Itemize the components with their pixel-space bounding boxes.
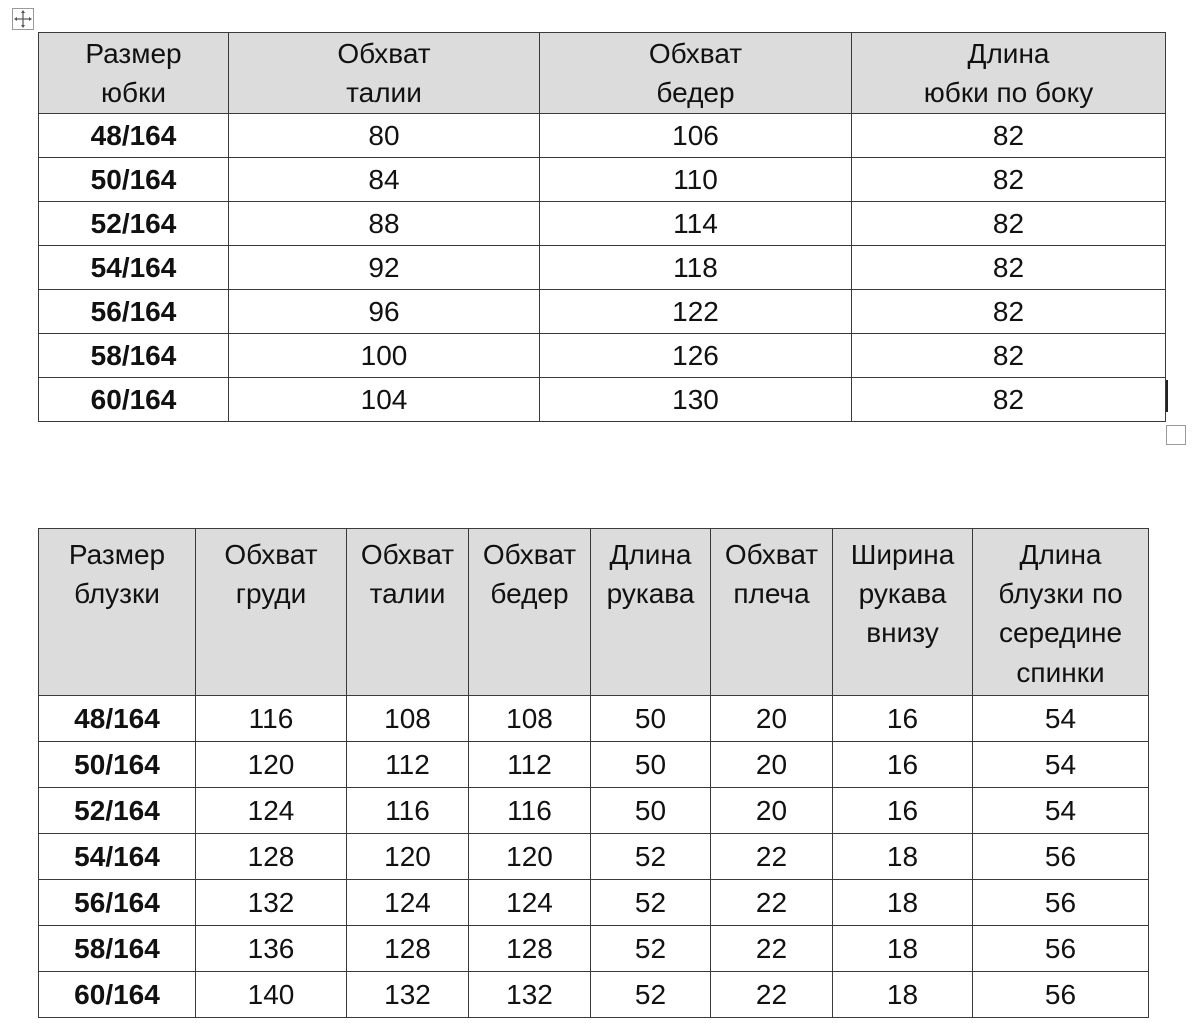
measurement-cell: 126 xyxy=(540,334,852,378)
size-cell: 50/164 xyxy=(39,742,196,788)
size-cell: 54/164 xyxy=(39,246,229,290)
table-row xyxy=(39,158,1166,202)
size-cell: 54/164 xyxy=(39,834,196,880)
table-header-row xyxy=(39,529,1149,696)
measurement-cell: 132 xyxy=(347,972,469,1018)
measurement-cell: 52 xyxy=(591,926,711,972)
measurement-cell: 96 xyxy=(229,290,540,334)
measurement-cell: 22 xyxy=(711,834,833,880)
size-cell: 48/164 xyxy=(39,696,196,742)
table-row xyxy=(39,114,1166,158)
table-row xyxy=(39,926,1149,972)
header-skirt-length: Длина юбки по боку xyxy=(852,33,1166,114)
size-cell: 52/164 xyxy=(39,202,229,246)
measurement-cell: 54 xyxy=(973,742,1149,788)
measurement-cell: 128 xyxy=(196,834,347,880)
measurement-cell: 82 xyxy=(852,158,1166,202)
measurement-cell: 50 xyxy=(591,788,711,834)
header-waist: Обхват талии xyxy=(229,33,540,114)
measurement-cell: 132 xyxy=(469,972,591,1018)
measurement-cell: 52 xyxy=(591,880,711,926)
measurement-cell: 100 xyxy=(229,334,540,378)
table-row xyxy=(39,696,1149,742)
measurement-cell: 116 xyxy=(347,788,469,834)
header-shoulder: Обхват плеча xyxy=(711,529,833,696)
measurement-cell: 108 xyxy=(347,696,469,742)
measurement-cell: 118 xyxy=(540,246,852,290)
skirt-size-table xyxy=(38,32,1166,422)
measurement-cell: 22 xyxy=(711,880,833,926)
text-cursor xyxy=(1166,380,1168,412)
measurement-cell: 112 xyxy=(469,742,591,788)
measurement-cell: 20 xyxy=(711,742,833,788)
table-row xyxy=(39,378,1166,422)
measurement-cell: 128 xyxy=(469,926,591,972)
measurement-cell: 88 xyxy=(229,202,540,246)
measurement-cell: 140 xyxy=(196,972,347,1018)
measurement-cell: 120 xyxy=(196,742,347,788)
table-row xyxy=(39,834,1149,880)
measurement-cell: 124 xyxy=(469,880,591,926)
measurement-cell: 104 xyxy=(229,378,540,422)
measurement-cell: 56 xyxy=(973,926,1149,972)
measurement-cell: 82 xyxy=(852,114,1166,158)
table-row xyxy=(39,334,1166,378)
measurement-cell: 18 xyxy=(833,880,973,926)
measurement-cell: 116 xyxy=(196,696,347,742)
header-hips: Обхват бедер xyxy=(540,33,852,114)
measurement-cell: 22 xyxy=(711,972,833,1018)
measurement-cell: 122 xyxy=(540,290,852,334)
measurement-cell: 82 xyxy=(852,378,1166,422)
measurement-cell: 114 xyxy=(540,202,852,246)
measurement-cell: 128 xyxy=(347,926,469,972)
header-blouse-length: Длина блузки по середине спинки xyxy=(973,529,1149,696)
measurement-cell: 82 xyxy=(852,290,1166,334)
measurement-cell: 56 xyxy=(973,972,1149,1018)
header-skirt-size: Размер юбки xyxy=(39,33,229,114)
measurement-cell: 116 xyxy=(469,788,591,834)
measurement-cell: 82 xyxy=(852,202,1166,246)
table-header-row xyxy=(39,33,1166,114)
size-cell: 60/164 xyxy=(39,972,196,1018)
measurement-cell: 56 xyxy=(973,880,1149,926)
size-cell: 56/164 xyxy=(39,880,196,926)
size-cell: 60/164 xyxy=(39,378,229,422)
header-sleeve-width: Ширина рукава внизу xyxy=(833,529,973,696)
table-row xyxy=(39,246,1166,290)
measurement-cell: 130 xyxy=(540,378,852,422)
measurement-cell: 136 xyxy=(196,926,347,972)
measurement-cell: 22 xyxy=(711,926,833,972)
size-cell: 52/164 xyxy=(39,788,196,834)
header-chest: Обхват груди xyxy=(196,529,347,696)
measurement-cell: 132 xyxy=(196,880,347,926)
measurement-cell: 18 xyxy=(833,834,973,880)
blouse-size-table xyxy=(38,528,1149,1018)
size-cell: 56/164 xyxy=(39,290,229,334)
size-cell: 58/164 xyxy=(39,926,196,972)
measurement-cell: 52 xyxy=(591,834,711,880)
size-cell: 50/164 xyxy=(39,158,229,202)
size-cell: 48/164 xyxy=(39,114,229,158)
measurement-cell: 124 xyxy=(196,788,347,834)
table-row xyxy=(39,788,1149,834)
table-resize-handle-icon[interactable] xyxy=(1166,425,1186,445)
measurement-cell: 108 xyxy=(469,696,591,742)
measurement-cell: 16 xyxy=(833,788,973,834)
size-cell: 58/164 xyxy=(39,334,229,378)
measurement-cell: 56 xyxy=(973,834,1149,880)
table-row xyxy=(39,880,1149,926)
measurement-cell: 106 xyxy=(540,114,852,158)
measurement-cell: 92 xyxy=(229,246,540,290)
measurement-cell: 120 xyxy=(469,834,591,880)
measurement-cell: 54 xyxy=(973,788,1149,834)
table-row xyxy=(39,290,1166,334)
measurement-cell: 80 xyxy=(229,114,540,158)
measurement-cell: 124 xyxy=(347,880,469,926)
table-move-handle-icon[interactable] xyxy=(12,8,34,30)
table-row xyxy=(39,202,1166,246)
measurement-cell: 18 xyxy=(833,926,973,972)
measurement-cell: 52 xyxy=(591,972,711,1018)
measurement-cell: 18 xyxy=(833,972,973,1018)
measurement-cell: 82 xyxy=(852,246,1166,290)
header-hips: Обхват бедер xyxy=(469,529,591,696)
measurement-cell: 112 xyxy=(347,742,469,788)
measurement-cell: 50 xyxy=(591,696,711,742)
table-row xyxy=(39,972,1149,1018)
measurement-cell: 20 xyxy=(711,788,833,834)
header-waist: Обхват талии xyxy=(347,529,469,696)
measurement-cell: 110 xyxy=(540,158,852,202)
header-sleeve-length: Длина рукава xyxy=(591,529,711,696)
header-blouse-size: Размер блузки xyxy=(39,529,196,696)
measurement-cell: 82 xyxy=(852,334,1166,378)
measurement-cell: 50 xyxy=(591,742,711,788)
measurement-cell: 20 xyxy=(711,696,833,742)
measurement-cell: 16 xyxy=(833,742,973,788)
measurement-cell: 54 xyxy=(973,696,1149,742)
measurement-cell: 84 xyxy=(229,158,540,202)
measurement-cell: 120 xyxy=(347,834,469,880)
measurement-cell: 16 xyxy=(833,696,973,742)
table-row xyxy=(39,742,1149,788)
